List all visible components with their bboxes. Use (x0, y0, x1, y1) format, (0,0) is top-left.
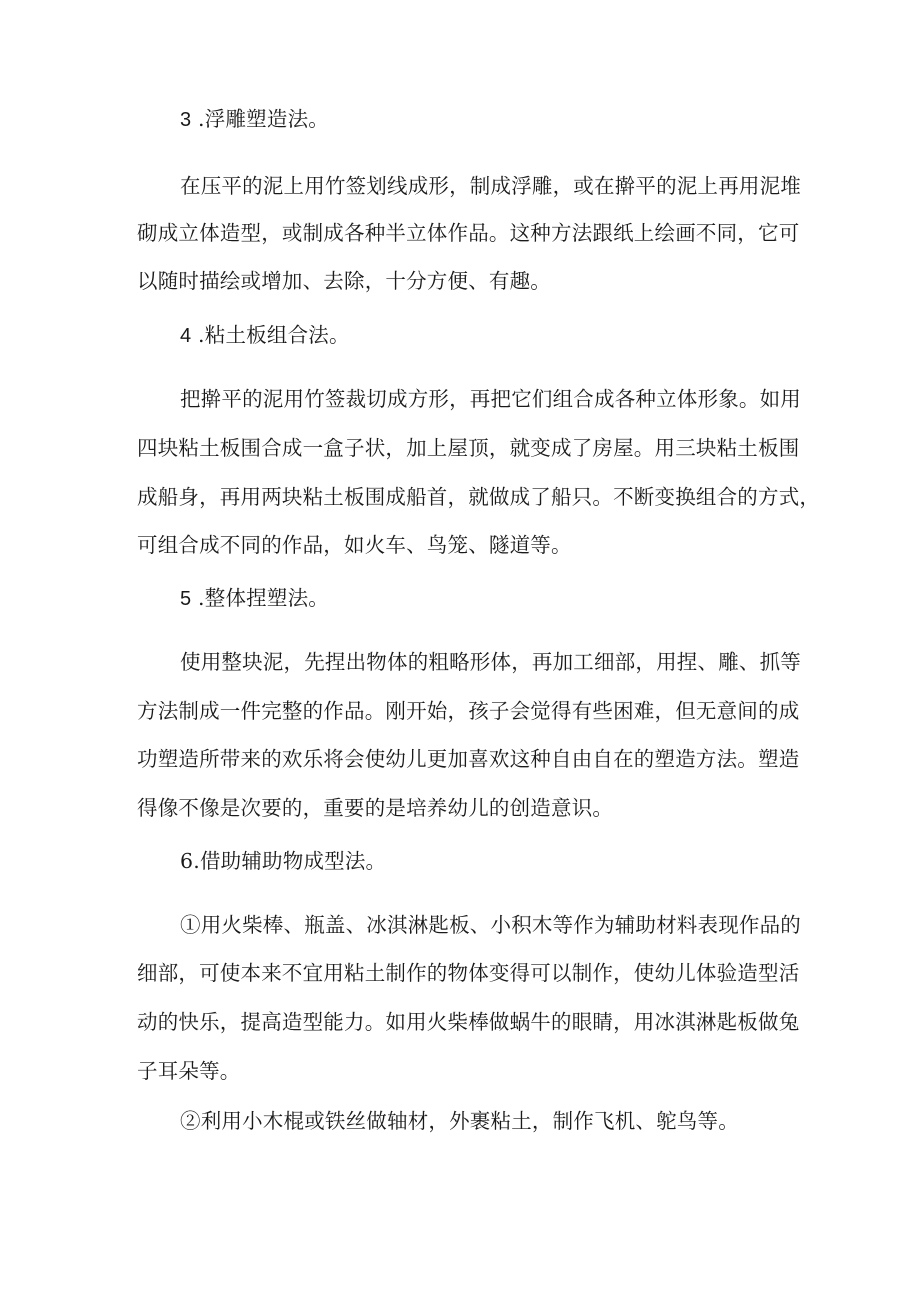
section-title: 6.借助辅助物成型法。 (180, 849, 387, 873)
paragraph-line: 四块粘土板围合成一盒子状，加上屋顶，就变成了房屋。用三块粘土板围 (137, 436, 800, 460)
section-title: .整体捏塑法。 (198, 586, 329, 610)
paragraph-line: 子耳朵等。 (137, 1059, 241, 1083)
paragraph-line: 细部，可使本来不宜用粘土制作的物体变得可以制作，使幼儿体验造型活 (137, 961, 800, 985)
section-heading-6 (180, 846, 840, 876)
paragraph-line: 方法制成一件完整的作品。刚开始，孩子会觉得有些困难，但无意间的成 (137, 699, 800, 723)
paragraph-line: 把擀平的泥用竹签裁切成方形，再把它们组合成各种立体形象。如用 (180, 387, 801, 411)
paragraph-line: 以随时描绘或增加、去除，十分方便、有趣。 (137, 269, 551, 293)
paragraph-line: 功塑造所带来的欢乐将会使幼儿更加喜欢这种自由自在的塑造方法。塑造 (137, 747, 800, 771)
paragraph-line: 砌成立体造型，或制成各种半立体作品。这种方法跟纸上绘画不同，它可 (137, 221, 800, 245)
section-title: .浮雕塑造法。 (198, 107, 329, 131)
paragraph-line: 使用整块泥，先捏出物体的粗略形体，再加工细部，用捏、雕、抓等 (180, 650, 801, 674)
section-heading-5 (180, 583, 840, 614)
section-title: .粘土板组合法。 (198, 323, 350, 347)
section-number: 3 (180, 109, 192, 131)
paragraph-line: 动的快乐，提高造型能力。如用火柴棒做蜗牛的眼睛，用冰淇淋匙板做兔 (137, 1010, 800, 1034)
paragraph-line: 在压平的泥上用竹签划线成形，制成浮雕，或在擀平的泥上再用泥堆 (180, 174, 801, 198)
paragraph-line: 成船身，再用两块粘土板围成船首，就做成了船只。不断变换组合的方式， (137, 485, 821, 509)
section-number: 4 (180, 325, 192, 347)
paragraph-line: ②利用小木棍或铁丝做轴材，外裹粘土，制作飞机、鸵鸟等。 (180, 1109, 739, 1133)
paragraph-line: 得像不像是次要的，重要的是培养幼儿的创造意识。 (137, 796, 614, 820)
paragraph-line: ①用火柴棒、瓶盖、冰淇淋匙板、小积木等作为辅助材料表现作品的 (180, 913, 801, 937)
section-heading-3 (180, 104, 840, 135)
paragraph-line: 可组合成不同的作品，如火车、鸟笼、隧道等。 (137, 533, 572, 557)
section-number: 5 (180, 588, 192, 610)
section-heading-4 (180, 320, 840, 351)
